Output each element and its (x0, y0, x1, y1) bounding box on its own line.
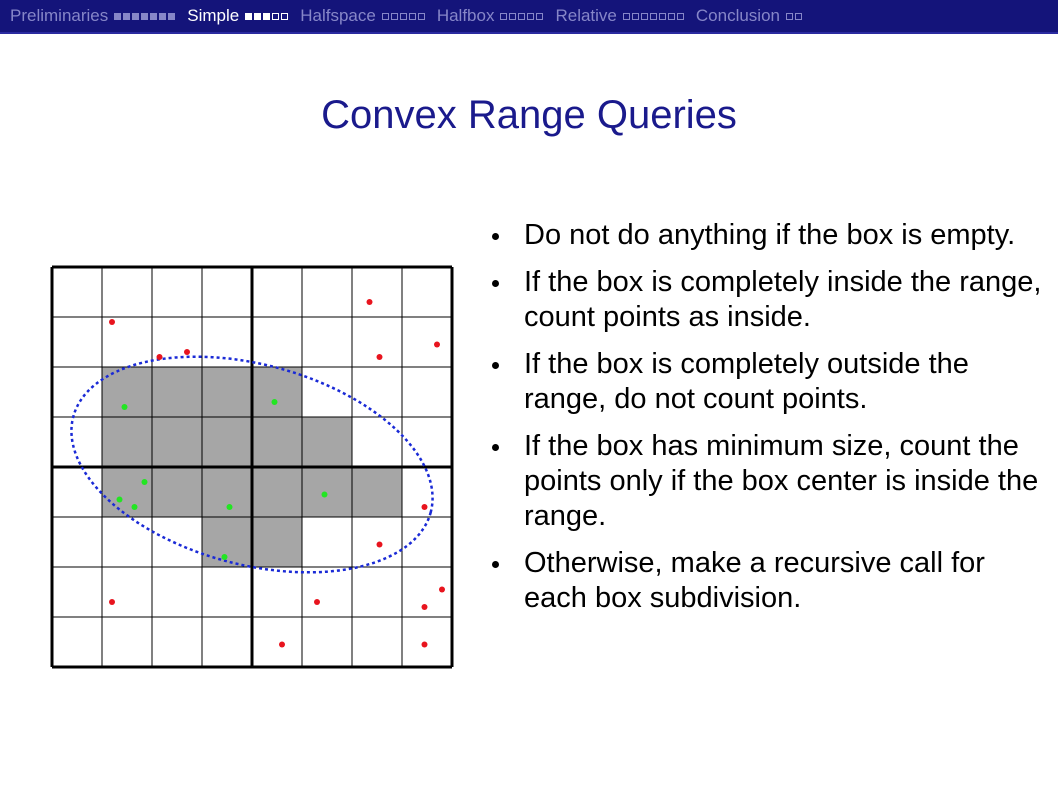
shaded-cell (152, 467, 202, 517)
nav-dot-unvisited-icon[interactable] (272, 13, 279, 20)
nav-section-halfbox[interactable] (437, 6, 546, 26)
nav-dot-unvisited-icon[interactable] (281, 13, 288, 20)
shaded-cell (302, 467, 352, 517)
point-inside (272, 399, 278, 405)
point-outside (377, 354, 383, 360)
shaded-cell (102, 417, 152, 467)
quadtree-range-query-figure (40, 255, 470, 680)
shaded-cell (252, 467, 302, 517)
nav-dot-unvisited-icon[interactable] (677, 13, 684, 20)
point-inside (222, 554, 228, 560)
nav-dot-unvisited-icon[interactable] (632, 13, 639, 20)
nav-section-halfspace[interactable] (300, 6, 427, 26)
bullet-marker (492, 561, 499, 568)
shaded-cell (202, 417, 252, 467)
point-inside (142, 479, 148, 485)
bullet-list (488, 218, 1048, 628)
nav-dot-unvisited-icon[interactable] (500, 13, 507, 20)
bullet-item-recursive-call (488, 546, 1048, 616)
bullet-marker (492, 444, 499, 451)
nav-dot-visited-icon[interactable] (245, 13, 252, 20)
nav-dot-visited-icon[interactable] (159, 13, 166, 20)
point-outside (109, 319, 115, 325)
bullet-marker (492, 362, 499, 369)
bullet-item-minimum-size (488, 429, 1048, 534)
nav-dots-conclusion[interactable] (786, 13, 804, 20)
section-navigation-bar (0, 0, 1058, 34)
nav-dot-unvisited-icon[interactable] (795, 13, 802, 20)
nav-dot-visited-icon[interactable] (132, 13, 139, 20)
nav-dot-visited-icon[interactable] (123, 13, 130, 20)
bullet-text: If the box is completely outside the range, do not count points. (524, 348, 969, 415)
nav-dots-relative[interactable] (623, 13, 686, 20)
nav-dot-unvisited-icon[interactable] (650, 13, 657, 20)
point-outside (377, 542, 383, 548)
quadtree-figure-svg (40, 255, 470, 680)
shaded-cell (202, 467, 252, 517)
shaded-cell (102, 367, 152, 417)
point-outside (422, 504, 428, 510)
point-outside (422, 604, 428, 610)
nav-section-relative[interactable] (555, 6, 685, 26)
nav-dots-preliminaries[interactable] (114, 13, 177, 20)
shaded-cell (202, 517, 252, 567)
nav-dot-unvisited-icon[interactable] (623, 13, 630, 20)
nav-section-simple[interactable] (187, 6, 290, 26)
nav-dot-unvisited-icon[interactable] (641, 13, 648, 20)
nav-dots-halfbox[interactable] (500, 13, 545, 20)
nav-dot-unvisited-icon[interactable] (509, 13, 516, 20)
point-inside (117, 497, 123, 503)
point-outside (109, 599, 115, 605)
nav-label-preliminaries[interactable]: Preliminaries (10, 6, 109, 25)
nav-dot-unvisited-icon[interactable] (786, 13, 793, 20)
nav-dots-simple[interactable] (245, 13, 290, 20)
nav-dot-visited-icon[interactable] (263, 13, 270, 20)
bullet-marker (492, 280, 499, 287)
nav-dot-visited-icon[interactable] (168, 13, 175, 20)
nav-dot-unvisited-icon[interactable] (391, 13, 398, 20)
nav-dots-halfspace[interactable] (382, 13, 427, 20)
nav-label-conclusion[interactable]: Conclusion (695, 6, 780, 25)
nav-label-halfspace[interactable]: Halfspace (300, 6, 376, 25)
nav-dot-unvisited-icon[interactable] (418, 13, 425, 20)
bullet-text: If the box is completely inside the range, count points as inside. (524, 266, 1042, 333)
nav-dot-unvisited-icon[interactable] (536, 13, 543, 20)
shaded-cell (352, 467, 402, 517)
point-outside (434, 342, 440, 348)
shaded-cell (252, 417, 302, 467)
nav-dot-visited-icon[interactable] (141, 13, 148, 20)
shaded-cell (302, 417, 352, 467)
slide-title: Convex Range Queries (321, 93, 737, 137)
nav-dot-visited-icon[interactable] (254, 13, 261, 20)
bullet-text: If the box has minimum size, count the points only if the box center is inside the range. (524, 430, 1039, 532)
point-inside (132, 504, 138, 510)
shaded-cell (152, 417, 202, 467)
nav-label-relative[interactable]: Relative (555, 6, 617, 25)
nav-section-conclusion[interactable] (696, 6, 804, 26)
nav-dot-visited-icon[interactable] (114, 13, 121, 20)
nav-dot-unvisited-icon[interactable] (659, 13, 666, 20)
bullet-text: Otherwise, make a recursive call for each box subdivision. (524, 547, 985, 614)
bullet-item-outside (488, 347, 1048, 417)
point-inside (227, 504, 233, 510)
shaded-cell (252, 367, 302, 417)
shaded-cell (202, 367, 252, 417)
nav-dot-unvisited-icon[interactable] (668, 13, 675, 20)
point-outside (314, 599, 320, 605)
nav-section-preliminaries[interactable] (10, 6, 177, 26)
point-outside (422, 642, 428, 648)
nav-dot-visited-icon[interactable] (150, 13, 157, 20)
nav-dot-unvisited-icon[interactable] (518, 13, 525, 20)
nav-dot-unvisited-icon[interactable] (400, 13, 407, 20)
nav-label-simple[interactable]: Simple (187, 6, 240, 25)
bullet-marker (492, 233, 499, 240)
point-inside (322, 492, 328, 498)
point-outside (279, 642, 285, 648)
nav-dot-unvisited-icon[interactable] (382, 13, 389, 20)
bullet-item-inside (488, 265, 1048, 335)
shaded-cell (152, 367, 202, 417)
point-outside (367, 299, 373, 305)
shaded-cell (252, 517, 302, 567)
nav-dot-unvisited-icon[interactable] (409, 13, 416, 20)
point-inside (122, 404, 128, 410)
shaded-cell (102, 467, 152, 517)
nav-label-halfbox[interactable]: Halfbox (436, 6, 495, 25)
bullet-item-empty-box (488, 218, 1048, 253)
point-outside (439, 587, 445, 593)
grid-lines-layer (52, 267, 452, 667)
point-outside (157, 354, 163, 360)
point-outside (184, 349, 190, 355)
nav-dot-unvisited-icon[interactable] (527, 13, 534, 20)
bullet-text: Do not do anything if the box is empty. (524, 219, 1016, 251)
